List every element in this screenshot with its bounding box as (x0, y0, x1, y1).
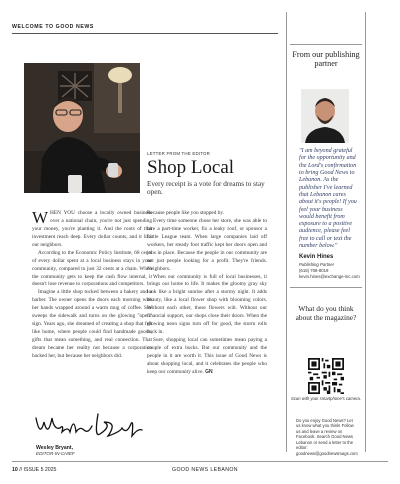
issue-label: // ISSUE 5 2025 (19, 467, 57, 473)
qr-code-icon[interactable] (308, 358, 344, 394)
partner-phone[interactable]: (615) 708-8019 (299, 268, 329, 273)
sidebar-title: From our publishing partner (292, 50, 360, 69)
publication-name: GOOD NEWS LEBANON (172, 467, 238, 473)
article-column-left (32, 210, 152, 361)
sidebar-divider (290, 287, 362, 288)
partner-photo (301, 89, 349, 143)
paragraph-text: HEN YOU choose a locally owned business over a national chain, you're not just spending your money, you're planting it. And the roots of that investment reach deep. Every dollar counts, and it lifts our neighbors. (32, 210, 152, 248)
partner-role: Publishing Partner (299, 262, 335, 267)
paragraph: When our community is full of local businesses, it brings our home to life. It makes the gloomy gray sky look like a bright sunrise after a stormy night. It adds beauty, like a local flower shop with blooming colors. Without each other, those flowers wilt. Without our financial support, our shops close their doors. When the glowing neon signs turn off for good, the storm rolls back in. (147, 273, 267, 336)
page-number-value: 10 (12, 467, 18, 473)
qr-caption: Scan with your smartphone's camera. (291, 396, 361, 401)
feedback-note: Do you enjoy Good News? Let us know what you think! Follow us and leave a review on Facebook. Search Good News Lebanon or send a letter to the editor: goodnews@goodnewsmags.com (296, 418, 358, 456)
paragraph: Every time someone chose her store, she was able to hire a part-time worker, fix a leaky roof, or sponsor a Little League team. When large companies laid off workers, her steady foot traffic kept her doors open and jobs in place. Because the people in our community are not just people looking for a profit. They're friends. Neighbors. (147, 217, 267, 272)
drop-cap: W (32, 208, 49, 227)
paragraph (147, 337, 267, 377)
paragraph: According to the Economic Policy Institute, 68 cents of every dollar spent at a local business stays in your community, compared to just 32 cents at a chain. When the community gets to keep the cash flow internal, it doesn't lose revenue to corporations and competitors. (32, 249, 152, 288)
partner-quote: "I am beyond grateful for the opportunity and the Lord's confirmation to bring Good News to Lebanon. As the publisher I've learned that Lebanon cares about it's people! If you feel your business would benefit from exposure to a positive audience, please feel free to call or text the number below." (299, 148, 357, 250)
article-kicker: LETTER FROM THE EDITOR (147, 151, 211, 156)
article-column-right (147, 210, 267, 377)
signature-title: EDITOR-IN-CHIEF (36, 451, 75, 456)
paragraph (32, 210, 152, 250)
article-deck: Every receipt is a vote for dreams to stay open. (147, 180, 265, 197)
page-number (12, 467, 56, 473)
footer-divider (12, 461, 388, 462)
partner-name: Kevin Hines (299, 254, 334, 260)
editor-photo (24, 63, 140, 193)
article-headline: Shop Local (147, 157, 235, 178)
feedback-question: What do you think about the magazine? (295, 304, 357, 322)
paragraph: Because people like you stopped by. (147, 210, 225, 216)
partner-email[interactable]: kevin.hines@exchange-inc.com (299, 274, 360, 279)
section-tag: WELCOME TO GOOD NEWS (12, 24, 94, 30)
header-divider (12, 33, 278, 34)
sidebar-divider (290, 44, 362, 45)
end-mark: GN (205, 368, 213, 375)
wall-art-icon (58, 71, 92, 101)
paragraph: Imagine a little shop tucked between a bakery and a barber. The owner opens the doors each morning with her hands wrapped around a warm mug of coffee. She sweeps the sidewalk and turns on the glowing "open" sign. Years ago, she dreamed of creating a shop that felt like home, where people could find handmade goods, gifts that mean something, and real connection. That dream became her reality not because a corporation backed her, but because her neighbors did. (32, 289, 152, 359)
signature-name: Wesley Bryant, (36, 445, 74, 451)
handwritten-signature (34, 408, 144, 444)
paragraph-text: Sure, shopping local can sometimes mean paying a couple of extra bucks. But our community and the people in it are worth it. This issue of Good News is about shopping local, and it celebrates the people who keep our community alive. (147, 337, 267, 375)
